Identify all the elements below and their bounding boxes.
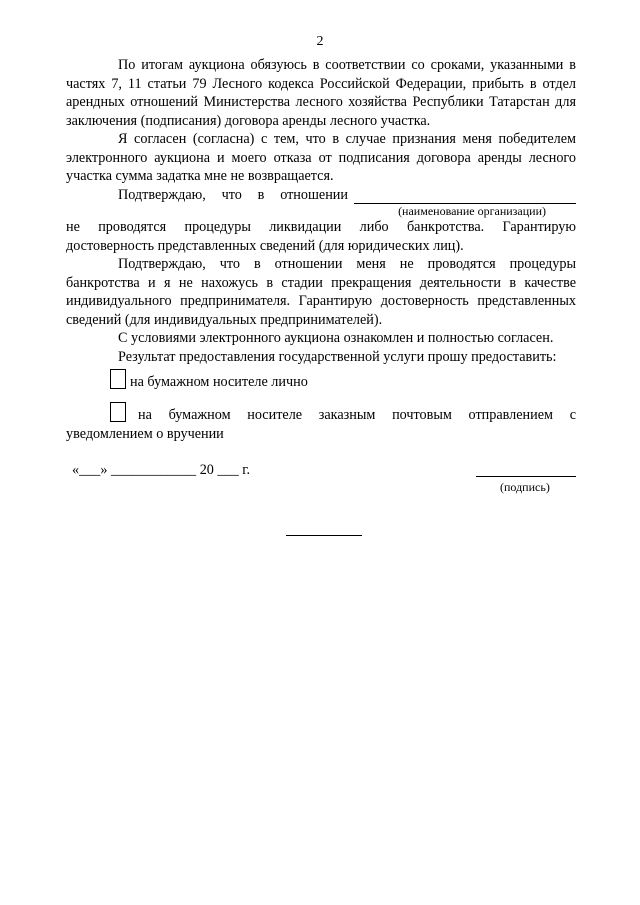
option-paper-in-person[interactable]	[110, 369, 308, 391]
paragraph-deposit-consent: Я согласен (согласна) с тем, что в случае признания меня победителем электронного аукциона и моего отказа от подписания договора аренды лесного участка сумма задатка мне не возвращается.	[66, 131, 576, 184]
option-paper-by-mail-label-line1: на бумажном носителе заказным почтовым отправлением с	[138, 407, 576, 423]
paragraph-legal-entity-confirmation: не проводятся процедуры ликвидации либо банкротства. Гарантирую достоверность представленных сведений (для юридических лиц).	[66, 219, 576, 254]
option-paper-by-mail[interactable]	[66, 406, 576, 444]
organization-name-field[interactable]	[354, 189, 576, 204]
checkbox-paper-by-mail[interactable]	[110, 402, 126, 422]
paragraph-confirm-lead: Подтверждаю, что в отношении	[118, 186, 348, 203]
date-line[interactable]: «___» ____________ 20 ___ г.	[72, 462, 251, 478]
page-number: 2	[316, 34, 324, 49]
paragraph-auction-terms: С условиями электронного аукциона ознакомлен и полностью согласен.	[118, 330, 554, 346]
document-body	[66, 56, 576, 366]
paragraph-arrival-obligation: По итогам аукциона обязуюсь в соответствии со сроками, указанными в частях 7, 11 статьи 79 Лесного кодекса Российской Федерации, прибыть в отдел арендных отношений Министерства лесного хозяйства Республики Татарстан для заключения (подписания) договора аренды лесного участка.	[66, 57, 576, 129]
checkbox-paper-in-person[interactable]	[110, 369, 126, 389]
organization-line	[66, 186, 576, 205]
paragraph-entrepreneur-confirmation: Подтверждаю, что в отношении меня не проводятся процедуры банкротства и я не нахожусь в стадии прекращения деятельности в качестве индивидуального предпринимателя. Гарантирую достоверность представленных сведений (для индивидуальных предпринимателей).	[66, 256, 576, 328]
organization-name-caption: (наименование организации)	[398, 204, 546, 218]
paragraph-result-delivery: Результат предоставления государственной услуги прошу предоставить:	[118, 348, 557, 365]
end-divider	[286, 535, 362, 536]
option-paper-in-person-label: на бумажном носителе лично	[130, 374, 308, 390]
option-paper-by-mail-label-line2: уведомлением о вручении	[66, 426, 224, 442]
signature-caption: (подпись)	[500, 480, 550, 494]
signature-field[interactable]	[476, 476, 576, 477]
